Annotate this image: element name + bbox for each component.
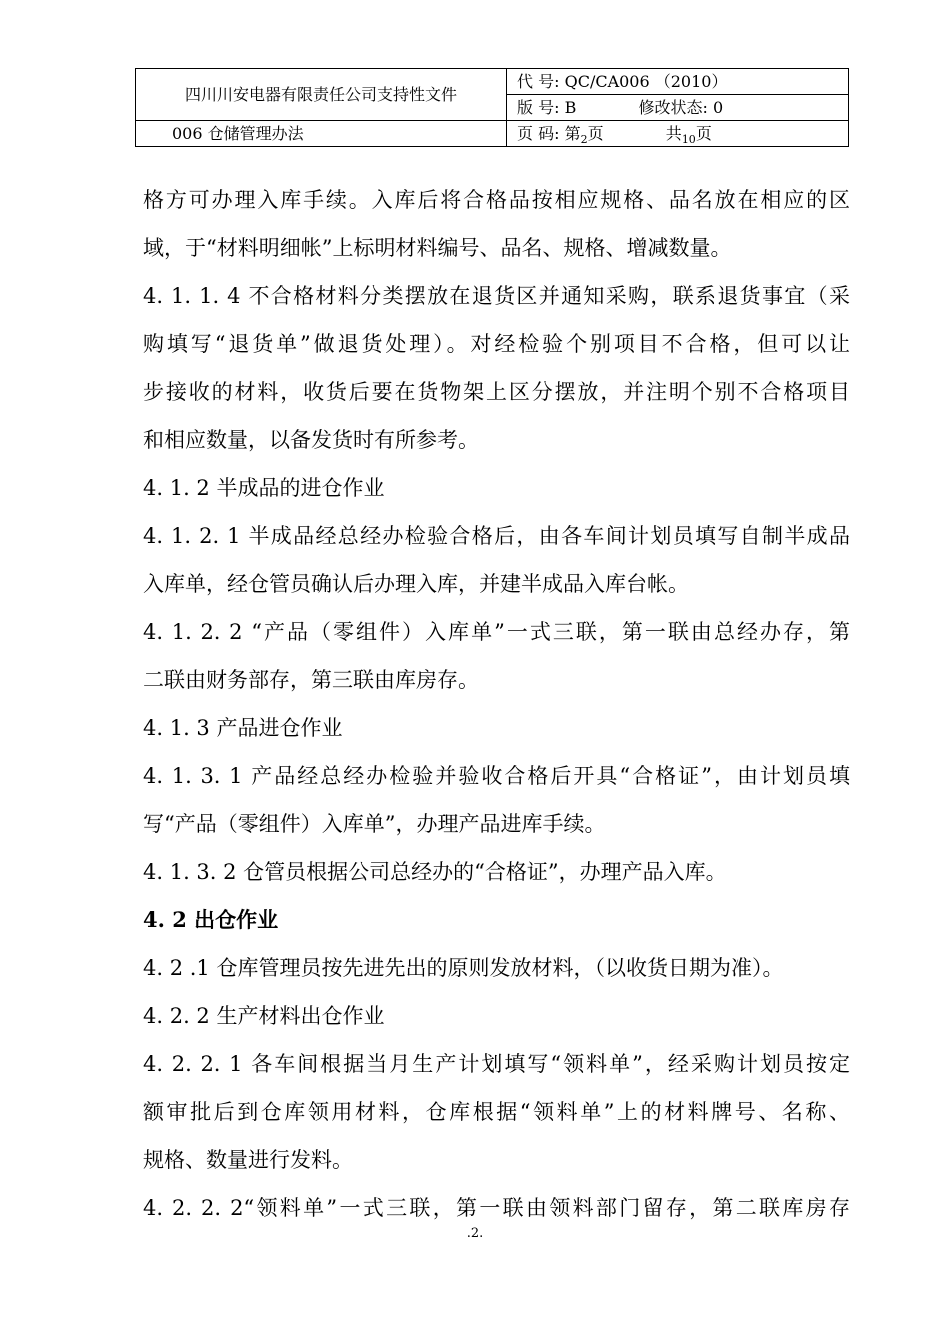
version-value: B <box>564 97 577 117</box>
body-line: 4. 2. 2. 1 各车间根据当月生产计划填写“领料单”，经采购计划员按定 <box>143 1052 850 1076</box>
body-line: 写“产品（零组件）入库单”，办理产品进库手续。 <box>143 812 606 836</box>
section-heading: 4. 1. 2 半成品的进仓作业 <box>143 476 385 500</box>
company-document-title: 四川川安电器有限责任公司支持性文件 <box>136 69 507 121</box>
body-line: 4. 1. 2. 2 “产品（零组件）入库单”一式三联，第一联由总经办存，第 <box>143 620 850 644</box>
section-heading: 4. 2 出仓作业 <box>143 907 279 932</box>
body-line: 4. 2 .1 仓库管理员按先进先出的原则发放材料，（以收货日期为准）。 <box>143 956 784 980</box>
body-line: 额审批后到仓库领用材料，仓库根据“领料单”上的材料牌号、名称、 <box>143 1100 850 1124</box>
total-suffix: 页 <box>695 123 712 143</box>
body-line: 4. 1. 2. 1 半成品经总经办检验合格后，由各车间计划员填写自制半成品 <box>143 524 850 548</box>
body-line: 4. 1. 3. 1 产品经总经办检验并验收合格后开具“合格证”，由计划员填 <box>143 764 850 788</box>
body-line: 购填写“退货单”做退货处理）。对经检验个别项目不合格，但可以让 <box>143 332 850 356</box>
page-total: 10 <box>681 132 696 146</box>
total-prefix: 共 <box>665 123 682 143</box>
body-line: 4. 2. 2. 2“领料单”一式三联，第一联由领料部门留存，第二联库房存 <box>143 1196 850 1220</box>
page-label: 页 码: <box>517 123 560 143</box>
revision-value: 0 <box>713 97 724 117</box>
body-line: 二联由财务部存，第三联由库房存。 <box>143 668 479 692</box>
body-line: 步接收的材料，收货后要在货物架上区分摆放，并注明个别不合格项目 <box>143 380 850 404</box>
doc-title: 006 仓储管理办法 <box>136 121 507 147</box>
page-suffix: 页 <box>587 123 604 143</box>
section-heading: 4. 2. 2 生产材料出仓作业 <box>143 1004 385 1028</box>
section-heading: 4. 1. 3 产品进仓作业 <box>143 716 343 740</box>
body-line: 4. 1. 1. 4 不合格材料分类摆放在退货区并通知采购，联系退货事宜（采 <box>143 284 850 308</box>
code-row <box>507 69 849 95</box>
body-line: 规格、数量进行发料。 <box>143 1148 353 1172</box>
page-current: 2 <box>580 132 588 146</box>
version-row <box>507 95 849 121</box>
document-header-table <box>135 68 849 147</box>
revision-label: 修改状态: <box>638 97 708 117</box>
body-line: 4. 1. 3. 2 仓管员根据公司总经办的“合格证”，办理产品入库。 <box>143 860 727 884</box>
code-label: 代 号: <box>517 71 560 91</box>
page-number: .2. <box>466 1226 484 1241</box>
body-line: 入库单，经仓管员确认后办理入库，并建半成品入库台帐。 <box>143 572 689 596</box>
body-line: 格方可办理入库手续。入库后将合格品按相应规格、品名放在相应的区 <box>143 188 850 212</box>
code-value: QC/CA006 （2010） <box>564 71 728 91</box>
body-line: 域，于“材料明细帐”上标明材料编号、品名、规格、增减数量。 <box>143 236 732 260</box>
page-row <box>507 121 849 147</box>
body-line: 和相应数量，以备发货时有所参考。 <box>143 428 479 452</box>
page-prefix: 第 <box>564 123 581 143</box>
document-body <box>143 176 850 1232</box>
version-label: 版 号: <box>517 97 560 117</box>
